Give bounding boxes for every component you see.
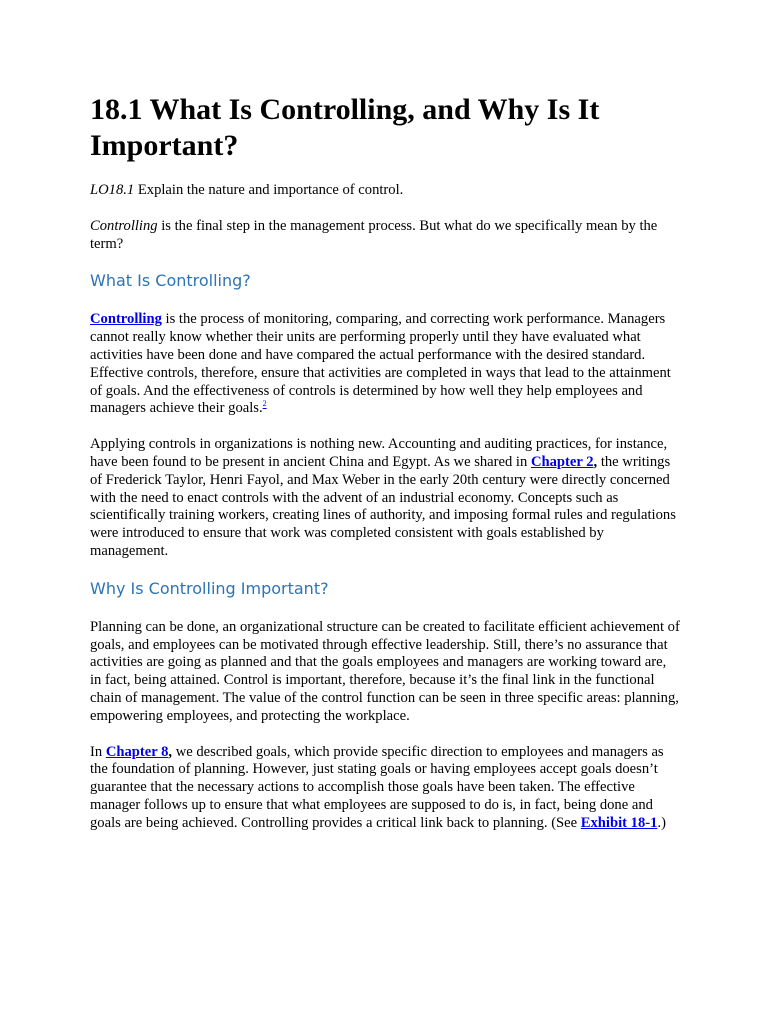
history-text-before: Applying controls in organizations is nothing new. Accounting and auditing practices, for instance, have been found to be present in ancient China and Egypt. As we shared in xyxy=(90,436,668,470)
planning-text-before: In xyxy=(90,743,106,760)
history-comma: , xyxy=(593,453,598,470)
intro-text: is the final step in the management process. But what do we specifically mean by the term? xyxy=(90,217,658,252)
learning-objective xyxy=(90,182,680,200)
history-paragraph xyxy=(90,436,680,561)
planning-text-middle: we described goals, which provide specific direction to employees and managers as the foundation of planning. However, just stating goals or having employees accept goals doesn’t guarantee that the necessary actions to accomplish those goals have been taken. The effective manager follows up to ensure that what employees are supposed to do is, in fact, being done and goals are being achieved. Controlling provides a critical link back to planning. (See xyxy=(90,743,664,831)
importance-paragraph: Planning can be done, an organizational structure can be created to facilitate efficient achievement of goals, and employees can be motivated through effective leadership. Still, there’s no assurance that activities are going as planned and that the goals employees and managers are working toward are, in fact, being attained. Control is important, therefore, because it’s the final link in the functional chain of management. The value of the control function can be seen in three specific areas: planning, empowering employees, and protecting the workplace. xyxy=(90,618,680,724)
definition-text: is the process of monitoring, comparing, and correcting work performance. Managers cannot really know whether their units are performing properly until they have evaluated what activities have been done and have compared the actual performance with the desired standard. Effective controls, therefore, ensure that activities are completed in ways that lead to the attainment of goals. And the effectiveness of controls is determined by how well they help employees and managers achieve their goals. xyxy=(90,311,671,417)
document-page xyxy=(90,92,680,851)
planning-paragraph xyxy=(90,744,680,833)
planning-text-after: .) xyxy=(657,814,666,831)
definition-paragraph xyxy=(90,311,680,418)
controlling-glossary-link[interactable]: Controlling xyxy=(90,311,162,328)
planning-comma: , xyxy=(168,743,173,760)
intro-term: Controlling xyxy=(90,217,158,234)
chapter-2-link[interactable]: Chapter 2 xyxy=(530,453,594,470)
footnote-link[interactable]: 2 xyxy=(262,399,267,409)
history-text-after: the writings of Frederick Taylor, Henri Fayol, and Max Weber in the early 20th century were directly concerned with the need to enact controls with the advent of an industrial economy. Concepts such as scientifically training workers, creating lines of authority, and imposing formal rules and regulations were introduced to ensure that work was completed consistent with goals established by management. xyxy=(90,453,676,559)
objective-label: LO18.1 xyxy=(90,182,135,198)
footnote-marker xyxy=(263,400,267,409)
section-heading-why-controlling-important: Why Is Controlling Important? xyxy=(90,578,329,598)
intro-paragraph xyxy=(90,218,680,254)
exhibit-18-1-link[interactable]: Exhibit 18-1 xyxy=(580,814,658,831)
section-heading-what-is-controlling: What Is Controlling? xyxy=(90,271,251,291)
page-title: 18.1 What Is Controlling, and Why Is It Important? xyxy=(90,93,600,162)
objective-text: Explain the nature and importance of control. xyxy=(134,182,404,198)
chapter-8-link[interactable]: Chapter 8 xyxy=(105,743,169,760)
